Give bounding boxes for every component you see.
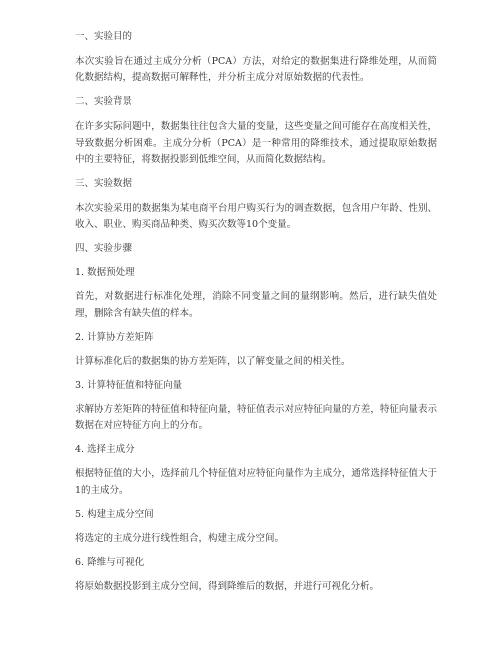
step-body-3: 求解协方差矩阵的特征值和特征向量，特征值表示对应特征向量的方差，特征向量表示数据在对应特征方向上的分布。 bbox=[75, 404, 437, 432]
step-body-1: 首先，对数据进行标准化处理，消除不同变量之间的量纲影响。然后，进行缺失值处理，删除含有缺失值的样本。 bbox=[75, 291, 437, 319]
section-body-data: 本次实验采用的数据集为某电商平台用户购买行为的调查数据，包含用户年龄、性别、收入、职业、购买商品种类、购买次数等10个变量。 bbox=[75, 203, 437, 231]
step-title-1: 1. 数据预处理 bbox=[75, 267, 135, 279]
step-title-5: 5. 构建主成分空间 bbox=[75, 508, 154, 520]
step-body-6: 将原始数据投影到主成分空间，得到降维后的数据，并进行可视化分析。 bbox=[75, 581, 380, 593]
document-page bbox=[75, 30, 437, 604]
section-heading-steps: 四、实验步骤 bbox=[75, 243, 133, 255]
step-title-6: 6. 降维与可视化 bbox=[75, 557, 145, 569]
step-title-4: 4. 选择主成分 bbox=[75, 444, 135, 456]
section-heading-purpose: 一、实验目的 bbox=[75, 31, 133, 42]
step-title-2: 2. 计算协方差矩阵 bbox=[75, 331, 154, 343]
step-body-4: 根据特征值的大小，选择前几个特征值对应特征向量作为主成分，通常选择特征值大于1的主成分。 bbox=[75, 468, 437, 496]
step-body-5: 将选定的主成分进行线性组合，构建主成分空间。 bbox=[75, 532, 285, 544]
section-heading-background: 二、实验背景 bbox=[75, 96, 133, 108]
step-body-2: 计算标准化后的数据集的协方差矩阵，以了解变量之间的相关性。 bbox=[75, 355, 351, 367]
section-body-background: 在许多实际问题中，数据集往往包含大量的变量，这些变量之间可能存在高度相关性，导致数据分析困难。主成分分析（PCA）是一种常用的降维技术，通过提取原始数据中的主要特征，将数据投影到低维空间，从而简化数据结构。 bbox=[75, 121, 437, 165]
section-heading-data: 三、实验数据 bbox=[75, 178, 133, 190]
step-title-3: 3. 计算特征值和特征向量 bbox=[75, 380, 183, 392]
section-body-purpose: 本次实验旨在通过主成分分析（PCA）方法，对给定的数据集进行降维处理，从而简化数据结构，提高数据可解释性，并分析主成分对原始数据的代表性。 bbox=[75, 56, 437, 84]
